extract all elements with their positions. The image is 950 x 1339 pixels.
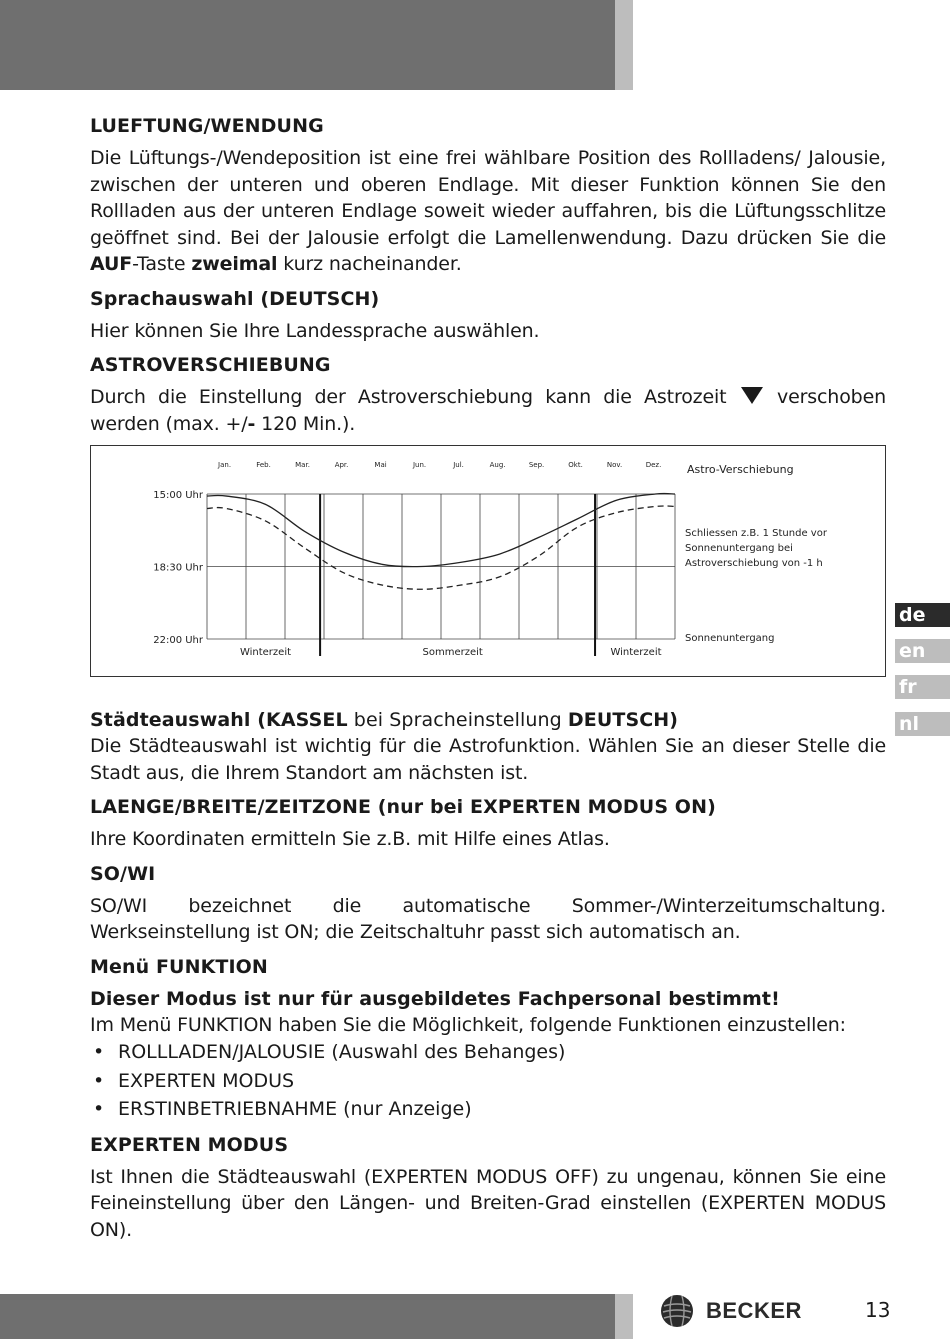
becker-logo: [660, 1294, 802, 1328]
lueftung-text-mid: -Taste: [132, 253, 192, 275]
heading-laenge: LAENGE/BREITE/ZEITZONE (nur bei EXPERTEN MODUS ON): [90, 796, 716, 818]
tick-label-month: Sep.: [528, 461, 545, 469]
heading-sowi: SO/WI: [90, 862, 156, 885]
heading-experten: EXPERTEN MODUS: [90, 1133, 289, 1156]
annotation-note: Astroverschiebung von -1 h: [685, 558, 823, 569]
bullet-dot: •: [93, 1041, 105, 1063]
tick-label-month: Mai: [374, 461, 387, 469]
lang-tab-de[interactable]: de: [895, 603, 950, 627]
annotation-season-label: Winterzeit: [239, 647, 292, 658]
list-item: [90, 1067, 886, 1096]
footer-band-edge: [615, 1294, 633, 1339]
becker-globe-icon: [660, 1294, 694, 1328]
astro-text-pre: Durch die Einstellung der Astroverschiebung kann die Astrozeit: [90, 386, 727, 408]
tick-label-month: Feb.: [256, 461, 271, 469]
lang-tab-fr[interactable]: fr: [895, 675, 950, 699]
list-item: [90, 1095, 886, 1124]
lueftung-text-post: kurz nacheinander.: [277, 253, 462, 275]
down-triangle-icon: [741, 387, 763, 404]
bullet-text: EXPERTEN MODUS: [118, 1069, 295, 1092]
astro-chart: [90, 445, 886, 677]
staedte-heading-bold2: DEUTSCH): [567, 709, 679, 731]
bullet-dot: •: [93, 1069, 105, 1092]
header-band-edge: [615, 0, 633, 90]
header-band: [0, 0, 615, 90]
bullet-text: ROLLLADEN/JALOUSIE (Auswahl des Behanges): [118, 1041, 566, 1063]
lueftung-zweimal: zweimal: [191, 253, 278, 275]
heading-lueftung: LUEFTUNG/WENDUNG: [90, 115, 324, 137]
tick-label-month: Aug.: [489, 461, 506, 469]
paragraph-experten: Ist Ihnen die Städteauswahl (EXPERTEN MODUS OFF) zu ungenau, können Sie eine Feineinstellung über den Längen- und Breiten-Grad einstellen (EXPERTEN MODUS ON).: [90, 1165, 886, 1241]
paragraph-sprache: Hier können Sie Ihre Landessprache auswählen.: [90, 319, 540, 342]
annotation-note: Sonnenuntergang bei: [685, 543, 793, 554]
annotation-season-label: Winterzeit: [610, 647, 662, 658]
brand-name: BECKER: [706, 1298, 802, 1323]
page-number: 13: [865, 1298, 891, 1322]
annotation-note: Schliessen z.B. 1 Stunde vor: [685, 528, 827, 539]
subheading-menu: Dieser Modus ist nur für ausgebildetes Fachpersonal bestimmt!: [90, 987, 780, 1010]
heading-astro: ASTROVERSCHIEBUNG: [90, 354, 331, 376]
paragraph-menu: Im Menü FUNKTION haben Sie die Möglichkeit, folgende Funktionen einzustellen:: [90, 1013, 846, 1036]
heading-menu: Menü FUNKTION: [90, 955, 268, 978]
tick-label-month: Nov.: [606, 461, 623, 469]
astro-chart-svg: [91, 446, 885, 676]
annotation-title: Astro-Verschiebung: [687, 463, 794, 476]
list-item: [90, 1038, 886, 1067]
tick-label-month: Dez.: [645, 461, 662, 469]
page-content: [90, 113, 886, 1243]
tick-label-time: 15:00 Uhr: [153, 490, 203, 501]
annotation-season-label: Sommerzeit: [422, 647, 483, 658]
astro-minus: -: [247, 412, 256, 435]
astro-text-post: verschoben werden (max. +/: [90, 386, 887, 435]
tick-label-time: 22:00 Uhr: [153, 635, 203, 646]
tick-label-month: Jun.: [412, 461, 427, 469]
paragraph-sowi: SO/WI bezeichnet die automatische Sommer-/Winterzeitumschaltung. Werkseinstellung ist ON; die Zeitschaltuhr passt sich automatisch an.: [90, 894, 886, 943]
paragraph-laenge: Ihre Koordinaten ermitteln Sie z.B. mit Hilfe eines Atlas.: [90, 828, 610, 850]
astro-text-end: 120 Min.).: [255, 412, 356, 435]
paragraph-staedte: Die Städteauswahl ist wichtig für die Astrofunktion. Wählen Sie an dieser Stelle die Stadt aus, die Ihrem Standort am nächsten ist.: [90, 735, 886, 784]
heading-staedte: [90, 707, 886, 733]
tick-label-month: Jan.: [218, 461, 232, 469]
tick-label-month: Mar.: [295, 461, 310, 469]
menu-bullet-list: [90, 1038, 886, 1124]
heading-sprache: Sprachauswahl (DEUTSCH): [90, 287, 380, 310]
bullet-dot: •: [93, 1098, 105, 1120]
bullet-text: ERSTINBETRIEBNAHME (nur Anzeige): [118, 1098, 472, 1120]
paragraph-lueftung: [90, 145, 886, 278]
tick-label-month: Apr.: [334, 461, 349, 469]
paragraph-astro: [90, 384, 886, 437]
lang-tab-nl[interactable]: nl: [895, 712, 950, 736]
staedte-heading-bold: Städteauswahl (KASSEL: [90, 709, 348, 731]
tick-label-time: 18:30 Uhr: [153, 562, 203, 574]
tick-label-month: Okt.: [568, 461, 583, 469]
tick-label-month: Jul.: [453, 461, 464, 469]
lang-tab-en[interactable]: en: [895, 639, 950, 663]
staedte-heading-normal: bei Spracheinstellung: [347, 709, 568, 731]
footer-band: [0, 1294, 615, 1339]
annotation-sunset: Sonnenuntergang: [685, 633, 775, 644]
lueftung-auf: AUF: [90, 253, 133, 275]
lueftung-text-pre: Die Lüftungs-/Wendeposition ist eine frei wählbare Position des Rollladens/ Jalousie, zwischen der unteren und oberen Endlage. Mit dieser Funktion können Sie den Rollladen aus der unteren Endlage soweit wieder auffahren, bis die Lüftungsschlitze geöffnet sind. Bei der Jalousie erfolgt die Lamellenwendung. Dazu drücken Sie die: [90, 147, 886, 249]
